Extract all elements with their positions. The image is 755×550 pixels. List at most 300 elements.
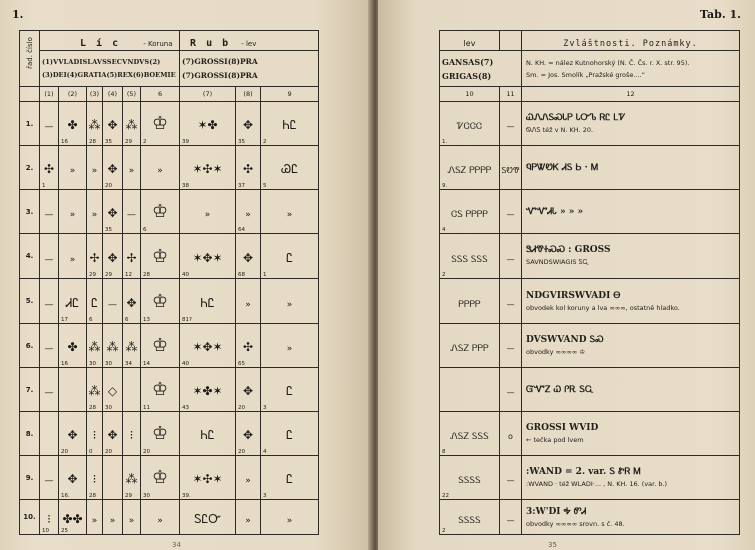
glyph-cell	[103, 279, 123, 324]
glyph-symbol: »	[245, 515, 251, 526]
glyph-cell	[40, 324, 59, 368]
glyph-cell	[40, 368, 59, 412]
glyph-symbol: ✶✣✶	[192, 162, 223, 176]
glyph-symbol: ✥	[67, 472, 78, 486]
reference-number: 30	[105, 405, 112, 411]
row-number: 2	[442, 272, 446, 278]
glyph-cell	[87, 368, 103, 412]
reference-number: 40	[182, 272, 190, 278]
glyph-symbol: ᏂᏝ	[200, 295, 215, 310]
glyph-cell	[103, 102, 123, 146]
reference-number: 29	[125, 139, 132, 145]
lev-glyph-cell	[440, 368, 500, 412]
glyph-symbol: ✥	[107, 206, 118, 220]
glyph-cell	[141, 412, 180, 456]
column-number-cell: 12	[522, 87, 740, 102]
glyph-symbol: ♔	[151, 379, 169, 400]
reference-number: 35	[238, 139, 246, 145]
glyph-cell	[103, 500, 123, 535]
notes-cell	[522, 456, 740, 500]
reference-number: 30	[89, 361, 96, 367]
reference-number: 2	[263, 139, 267, 145]
glyph-symbol: ♔	[151, 245, 169, 267]
glyph-symbol: ✥	[126, 295, 137, 310]
reference-number: 1	[263, 272, 267, 278]
reference-number: 39.	[182, 493, 191, 499]
table-row	[440, 234, 740, 279]
note-line: GROSSI WVID	[526, 423, 599, 433]
glyph-symbol: »	[286, 210, 293, 220]
glyph-cell	[40, 412, 59, 456]
reference-number: 11	[143, 405, 150, 411]
glyph-symbol: Ꮭ	[286, 472, 293, 486]
glyph-cell	[141, 279, 180, 324]
glyph-cell	[261, 146, 319, 190]
glyph-cell	[59, 234, 87, 279]
lev-glyph-cell	[440, 500, 500, 535]
glyph-symbol: ✤	[67, 118, 78, 132]
glyph-cell	[180, 412, 236, 456]
row-number: 10.	[20, 500, 40, 535]
glyph-cell	[261, 412, 319, 456]
glyph-cell	[103, 234, 123, 279]
reference-number: 1	[42, 183, 46, 189]
row-number: 8	[442, 449, 446, 455]
column-number-cell: 11	[500, 87, 522, 102]
lev-glyph-cell	[440, 234, 500, 279]
right-page-label: Tab. 1.	[699, 8, 741, 21]
glyph-cell	[141, 368, 180, 412]
reference-number: 30	[143, 493, 150, 499]
glyph-cell	[180, 190, 236, 234]
table-row	[20, 412, 319, 456]
glyph-cell	[236, 190, 261, 234]
notes-cell	[522, 500, 740, 535]
glyph-symbol: »	[69, 166, 76, 176]
glyph-symbol: ✥	[243, 118, 254, 132]
reference-number: 17	[61, 317, 68, 323]
row-number: 4.	[20, 234, 40, 279]
lev-glyph: ᏁᏚᏃ ᏢᏢᏢ	[450, 344, 489, 354]
column-number-cell: 10	[440, 87, 500, 102]
glyph-symbol: ✥	[107, 428, 118, 442]
reference-number: 35	[105, 227, 112, 233]
row-number: 1.	[442, 139, 448, 145]
row-number: 1.	[20, 102, 40, 146]
glyph-symbol: »	[286, 299, 293, 310]
lev-glyph: ᏢᏢᏢᏢ	[458, 299, 481, 310]
column-number-cell: (5)	[123, 87, 141, 102]
lev-header: lev	[440, 31, 500, 51]
left-page-label: 1.	[12, 8, 24, 21]
reference-number: 35	[105, 139, 112, 145]
marker-symbol: —	[506, 476, 515, 485]
glyph-cell	[236, 279, 261, 324]
column-number-cell	[20, 87, 40, 102]
row-number: 3.	[20, 190, 40, 234]
column-number-cell: (2)	[59, 87, 87, 102]
glyph-cell	[123, 456, 141, 500]
glyph-symbol: ✥	[107, 250, 118, 265]
glyph-symbol: —	[44, 210, 54, 220]
note-line: obvodek kol koruny a lva ∞∞∞, ostatně hladko.	[526, 303, 680, 312]
table-row	[440, 324, 740, 368]
glyph-cell	[123, 279, 141, 324]
column-number-cell: (4)	[103, 87, 123, 102]
marker-symbol: ᏚᏬᏡ	[501, 166, 520, 175]
reference-number: 34	[125, 361, 132, 367]
table-row	[440, 279, 740, 324]
table-row	[440, 368, 740, 412]
col11-header	[500, 31, 522, 51]
table-row	[440, 190, 740, 234]
glyph-symbol: ♔	[151, 335, 169, 356]
glyph-symbol: »	[245, 476, 251, 486]
notes-cell	[522, 102, 740, 146]
glyph-cell	[59, 279, 87, 324]
column-number-cell: (3)	[87, 87, 103, 102]
glyph-symbol: ✢	[89, 250, 100, 265]
reference-number: 20	[105, 183, 112, 189]
glyph-symbol: ⁂	[125, 118, 138, 132]
row-number: 22	[442, 493, 449, 499]
glyph-symbol: »	[69, 210, 76, 220]
table-row	[20, 234, 319, 279]
reference-number: 38	[182, 183, 190, 189]
glyph-cell	[87, 234, 103, 279]
reference-number: 68	[238, 272, 246, 278]
glyph-cell	[261, 324, 319, 368]
glyph-symbol: ⁂	[125, 340, 138, 354]
note-line: SAVNDSWIAGIS ᏚᏩ	[526, 258, 589, 266]
reference-number: 16	[61, 139, 68, 145]
glyph-symbol: ✶✤	[197, 118, 218, 132]
glyph-cell	[87, 412, 103, 456]
glyph-symbol: »	[128, 515, 135, 526]
glyph-symbol: Ꮭ	[91, 295, 98, 310]
glyph-symbol: ᏚᏝᏅ	[194, 511, 221, 526]
glyph-cell	[261, 500, 319, 535]
reference-number: 29	[125, 493, 132, 499]
table-row	[20, 279, 319, 324]
marker-cell	[500, 234, 522, 279]
row-number: 2	[442, 528, 446, 534]
marker-symbol: —	[506, 344, 515, 353]
glyph-cell	[103, 412, 123, 456]
reference-number: 37	[238, 183, 246, 189]
column-number-cell: (1)	[40, 87, 59, 102]
marker-cell	[500, 190, 522, 234]
reference-number: 14	[143, 361, 150, 367]
glyph-cell	[141, 102, 180, 146]
glyph-symbol: —	[44, 254, 54, 265]
marker-symbol: —	[506, 388, 515, 397]
reference-number: 29	[89, 272, 96, 278]
reference-number: 28	[89, 405, 96, 411]
note-line: 3:W'DI Ꭽ ᏛᏗ	[526, 506, 587, 517]
glyph-symbol: ⁂	[88, 384, 101, 398]
marker-cell	[500, 146, 522, 190]
glyph-symbol: Ꮭ	[286, 428, 293, 442]
glyph-symbol: ✥	[107, 118, 118, 132]
glyph-cell	[123, 102, 141, 146]
reference-number: 3	[263, 405, 267, 411]
glyph-symbol: ✣	[243, 340, 254, 354]
glyph-symbol: »	[245, 210, 251, 220]
marker-cell	[500, 456, 522, 500]
reference-number: 81?	[182, 317, 192, 323]
glyph-cell	[59, 368, 87, 412]
lev-glyph: ᏚᏚᏚ ᏚᏚᏚ	[451, 254, 488, 265]
glyph-cell	[59, 412, 87, 456]
lev-glyph-cell	[440, 146, 500, 190]
table-row	[440, 412, 740, 456]
glyph-symbol: —	[44, 388, 54, 398]
reference-number: 20	[238, 449, 246, 455]
glyph-symbol: »	[204, 210, 211, 220]
reference-number: 4	[263, 449, 267, 455]
glyph-symbol: ✥	[107, 162, 118, 176]
glyph-symbol: ✤✤	[62, 511, 83, 526]
notes-cell	[522, 146, 740, 190]
glyph-symbol: »	[245, 299, 251, 310]
glyph-cell	[180, 324, 236, 368]
table-row	[20, 500, 319, 535]
glyph-cell	[180, 234, 236, 279]
glyph-symbol: »	[128, 166, 135, 176]
glyph-symbol: ✣	[243, 162, 254, 176]
row-number: 4	[442, 227, 446, 233]
glyph-cell	[40, 190, 59, 234]
table-row	[20, 190, 319, 234]
glyph-symbol: —	[44, 344, 54, 354]
glyph-cell	[180, 102, 236, 146]
glyph-symbol: ✶✤✶	[192, 384, 223, 398]
lev-glyph: ᏁᏚᏃ ᏚᏚᏚ	[450, 432, 489, 442]
lev-glyph: ᏣᏚ ᏢᏢᏢᏢ	[451, 210, 488, 220]
glyph-cell	[180, 146, 236, 190]
glyph-cell	[141, 146, 180, 190]
marker-symbol: —	[506, 515, 515, 525]
glyph-symbol: ⁂	[106, 340, 119, 354]
glyph-cell	[59, 456, 87, 500]
reference-number: 40	[182, 361, 190, 367]
glyph-symbol: —	[44, 122, 54, 132]
reference-number: 28	[89, 139, 96, 145]
table-row	[20, 146, 319, 190]
glyph-cell	[236, 324, 261, 368]
marker-symbol: —	[506, 122, 515, 131]
right-page-number: 35	[548, 541, 557, 549]
glyph-symbol: ᏊᏝ	[281, 162, 298, 176]
reference-number: 20	[61, 449, 68, 455]
row-number: 8.	[20, 412, 40, 456]
glyph-cell	[59, 190, 87, 234]
glyph-cell	[236, 146, 261, 190]
glyph-symbol: ᏗᏝ	[65, 295, 80, 310]
note-line: ᏄᏢᏔᏬᏦ ᏗᏚ Ꮟ · Ꮇ	[526, 162, 599, 173]
glyph-symbol: ◇	[107, 384, 118, 398]
reference-number: 0	[89, 449, 93, 455]
lev-glyph-cell	[440, 324, 500, 368]
glyph-cell	[261, 279, 319, 324]
glyph-symbol: »	[157, 515, 163, 526]
row-number: 7.	[20, 368, 40, 412]
reference-number: 64	[238, 227, 246, 233]
lev-inscription: GANSAS(7) GRIGAS(8)	[440, 51, 522, 87]
glyph-symbol: »	[109, 515, 116, 526]
notes-cell	[522, 324, 740, 368]
glyph-cell	[123, 500, 141, 535]
coin-notes-table	[439, 30, 740, 535]
glyph-symbol: ✢	[126, 250, 137, 265]
lic-header: L í c - Koruna	[40, 31, 180, 51]
marker-cell	[500, 500, 522, 535]
glyph-symbol: ✥	[243, 384, 254, 398]
glyph-cell	[236, 500, 261, 535]
glyph-cell	[141, 234, 180, 279]
marker-symbol: —	[506, 254, 515, 264]
marker-cell	[500, 412, 522, 456]
glyph-cell	[103, 190, 123, 234]
glyph-cell	[103, 146, 123, 190]
glyph-cell	[261, 368, 319, 412]
glyph-symbol: ✥	[243, 428, 254, 442]
glyph-cell	[236, 234, 261, 279]
glyph-symbol: ᏂᏝ	[282, 118, 297, 132]
reference-number: 29	[105, 272, 112, 278]
glyph-symbol: —	[44, 299, 54, 310]
reference-number: 25	[61, 528, 68, 534]
glyph-cell	[87, 146, 103, 190]
note-line: DVSWVAND ᏚᏍ	[526, 335, 604, 345]
notes-cell	[522, 279, 740, 324]
table-row	[440, 456, 740, 500]
column-number-cell: 9	[261, 87, 319, 102]
glyph-cell	[141, 324, 180, 368]
glyph-symbol: ⁝	[129, 428, 134, 442]
table-row	[20, 456, 319, 500]
glyph-cell	[141, 500, 180, 535]
note-line: NDGVIRSWVADI Ꮎ	[526, 290, 621, 301]
glyph-symbol: »	[91, 515, 98, 526]
reference-number: 20	[143, 449, 150, 455]
note-line: ᏇᏁᏁᏚᏍᏓᏢ ᏓᏅᏖ ᏒᏝ ᏞᏤ	[526, 112, 626, 123]
note-line: ᏕᏗᏡᏐᏍᏍ : GROSS	[526, 245, 611, 255]
note-line: :WVAND · též WLADI·... , N. KH. 16. (var. b.)	[526, 480, 668, 488]
notes-cell	[522, 190, 740, 234]
marker-cell	[500, 102, 522, 146]
marker-cell	[500, 368, 522, 412]
glyph-cell	[236, 368, 261, 412]
lic-inscription: (1)VVLADISLAVSSECVNDVS(2) (3)DEI(4)GRATIA(5)REX(6)BOEMIE	[40, 51, 180, 87]
notes-cell	[522, 368, 740, 412]
column-number-cell: 6	[141, 87, 180, 102]
lev-glyph: ᏤᏣᏣᏣ	[456, 122, 483, 132]
marker-cell	[500, 279, 522, 324]
glyph-cell	[261, 190, 319, 234]
reference-number: 28	[143, 272, 150, 278]
left-page	[0, 0, 372, 550]
glyph-symbol: —	[44, 476, 54, 486]
glyph-cell	[40, 500, 59, 535]
reference-number: 13	[143, 317, 150, 323]
row-number: 5.	[20, 279, 40, 324]
glyph-cell	[123, 412, 141, 456]
glyph-cell	[59, 102, 87, 146]
marker-cell	[500, 324, 522, 368]
table-row	[20, 368, 319, 412]
glyph-symbol: ✥	[67, 428, 78, 442]
glyph-cell	[180, 368, 236, 412]
lev-glyph-cell	[440, 102, 500, 146]
glyph-symbol: ⁂	[88, 118, 101, 132]
reference-number: 20	[105, 449, 112, 455]
reference-number: 10	[42, 528, 49, 534]
marker-symbol: —	[506, 210, 515, 219]
glyph-cell	[236, 102, 261, 146]
glyph-symbol: ♔	[151, 113, 169, 134]
glyph-cell	[87, 324, 103, 368]
glyph-cell	[141, 456, 180, 500]
glyph-symbol: ✶✥✶	[192, 250, 223, 265]
reference-number: 39	[182, 139, 190, 145]
row-number: 6.	[20, 324, 40, 368]
glyph-cell	[59, 324, 87, 368]
lev-glyph-cell	[440, 279, 500, 324]
glyph-symbol: »	[69, 254, 76, 265]
glyph-symbol: ♔	[151, 423, 169, 444]
lev-glyph: ᏚᏚᏚᏚ	[458, 515, 481, 526]
reference-number: 65	[238, 361, 246, 367]
notes-cell	[522, 412, 740, 456]
note-line: ᏉᏉᏗᏓ » » »	[526, 206, 584, 217]
glyph-symbol: —	[127, 210, 136, 220]
glyph-cell	[236, 456, 261, 500]
glyph-symbol: ⁝	[92, 472, 97, 486]
reference-number: 6	[143, 227, 147, 233]
glyph-cell	[123, 146, 141, 190]
reference-number: 30	[105, 361, 112, 367]
rub-inscription: (7)GROSSI(8)PRA (7)GROSSI(8)PRA	[180, 51, 319, 87]
left-page-number: 34	[172, 541, 181, 549]
glyph-cell	[141, 190, 180, 234]
glyph-cell	[87, 279, 103, 324]
notes-cell	[522, 234, 740, 279]
glyph-symbol: ⁝	[47, 511, 51, 526]
glyph-cell	[123, 234, 141, 279]
note-line: ← tečka pod lvem	[526, 436, 584, 444]
note-line: obvodky ∞∞∞∞ srovn. s č. 48.	[526, 519, 625, 528]
note-line: obvodky ∞∞∞∞ ♔	[526, 348, 586, 356]
marker-symbol: —	[506, 299, 515, 309]
glyph-cell	[59, 500, 87, 535]
glyph-cell	[123, 324, 141, 368]
row-number-header: řad. číslo	[20, 31, 40, 87]
glyph-symbol: »	[286, 344, 293, 354]
table-row	[440, 102, 740, 146]
glyph-cell	[40, 279, 59, 324]
reference-number: 16	[61, 361, 68, 367]
coin-legend-table	[19, 30, 319, 535]
reference-number: 16.	[61, 493, 70, 499]
row-number: 2.	[20, 146, 40, 190]
lev-glyph: ᏚᏚᏚᏚ	[458, 476, 481, 486]
glyph-cell	[59, 146, 87, 190]
glyph-cell	[40, 146, 59, 190]
row-number: 9.	[442, 183, 448, 189]
glyph-cell	[103, 368, 123, 412]
